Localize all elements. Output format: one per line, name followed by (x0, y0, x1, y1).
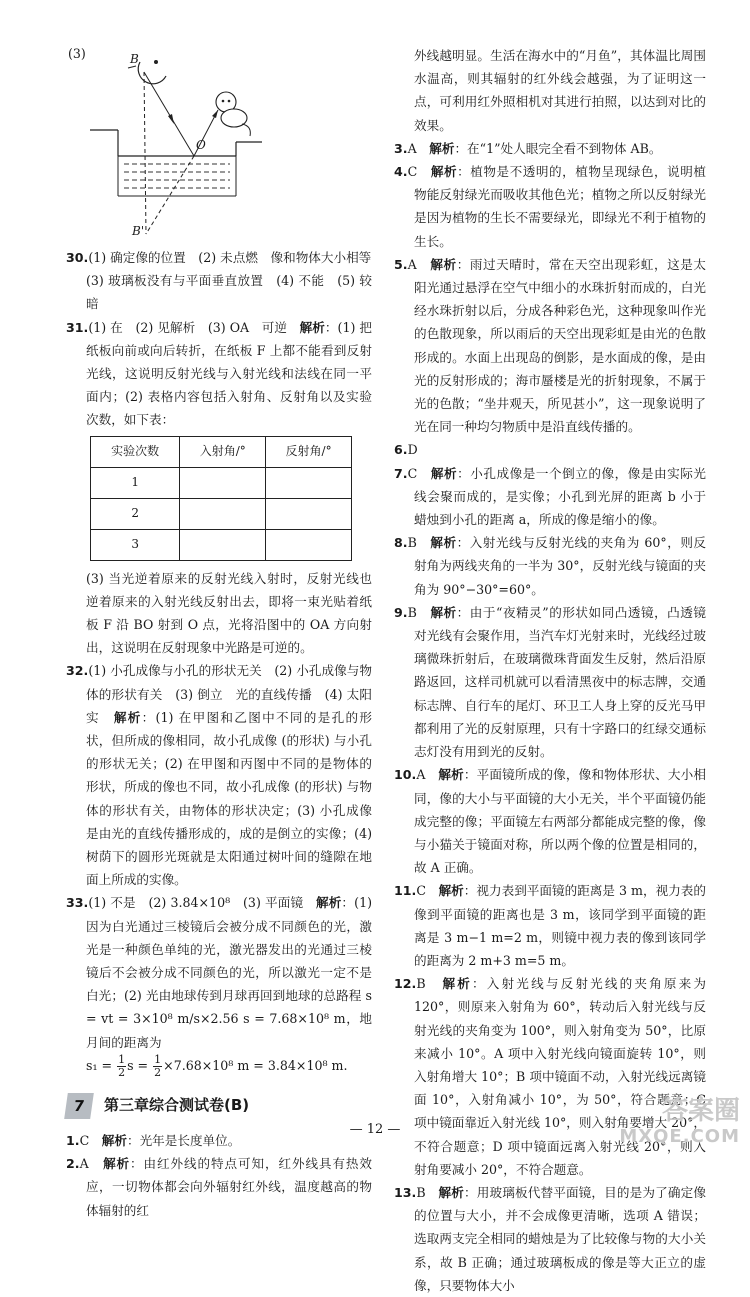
table-header: 反射角/° (266, 436, 352, 467)
page-number: — 12 — (349, 1122, 401, 1137)
answer-12: 12.B 解析：入射光线与反射光线的夹角原来为 120°，则原来入射角为 60°，转动后入射光线与反射光线的夹角变为 100°，则入射角变为 50°，比原来减小 10°。A 项中入射光线向镜面旋转 10°，则入射角增大 10°；B 项中镜面不动，入射光线远离镜面 10°，入射角减小 10°，为 50°，符合题意；C 项中镜面靠近入射光线 10°，则入射角要增大 20°，不符合题意；D 项中镜面远离入射光线 20°，则入射角要减小 20°，不符合题意。 (394, 976, 707, 1177)
fraction-half: $\frac{1}{2}$ (154, 1052, 162, 1079)
answer-5: 5.A 解析：雨过天晴时，常在天空出现彩虹，这是太阳光通过悬浮在空气中细小的水珠折射而成的，白光经水珠折射以后，分成各种彩色光，这种现象叫作光的色散现象，所以雨后的天空出现彩虹是由光的色散形成的。水面上出现岛的倒影，是水面成的像，是由光的反射形成的；海市蜃楼是光的折射现象，不属于光的色散；“坐井观天，所见甚小”，这一现象说明了光在同一种均匀物质中是沿直线传播的。 (394, 256, 707, 435)
answer-2: 2.A 解析：由红外线的特点可知，红外线具有热效应，一切物体都会向外辐射红外线，温度越高的物体辐射的红 (66, 1156, 373, 1218)
table-row (91, 498, 352, 529)
answer-1: 1.C 解析：光年是长度单位。 (66, 1132, 241, 1148)
table-header: 入射角/° (180, 436, 266, 467)
answer-33: 33.(1) 不是 (2) 3.84×10⁸ (3) 平面镜 解析：(1) 因为白光通过三棱镜后会被分成不同颜色的光，激光是一种颜色单纯的光，激光器发出的光通过三棱镜后不会被分成不同颜色的光，所以激光一定不是白光；(2) 光由地球传到月球再回到地球的总路程 s = vt = 3×10⁸ m/s×2.56 s = 7.68×10⁸ m，地月间的距离为 (66, 895, 372, 1050)
answer-30-line2: (3) 玻璃板没有与平面垂直放置 (4) 不能 (5) 较暗 (86, 273, 372, 312)
watermark-logo (580, 1096, 740, 1156)
answer-31: 31.(1) 在 (2) 见解析 (3) OA 可逆 解析：(1) 把纸板向前或向后转折，在纸板 F 上都不能看到反射光线，这说明反射光线与入射光线和法线在同一平面内；(2) 表格内容包括入射角、反射角以及实验次数，如下表： (66, 319, 373, 428)
point-b-prime-label: B' (132, 224, 145, 238)
diagram-label: (3) (68, 46, 86, 61)
answer-30: 30.(1) 确定像的位置 (2) 未点燃 像和物体大小相等 (66, 250, 372, 265)
experiment-table (90, 436, 352, 561)
table-cell: 1 (91, 467, 180, 498)
watermark-url: MXQE.COM (619, 1126, 740, 1147)
section-title: 第三章综合测试卷(B) (104, 1096, 250, 1115)
answer-32: 32.(1) 小孔成像与小孔的形状无关 (2) 小孔成像与物体的形状有关 (3) 倒立 光的直线传播 (4) 太阳实 解析：(1) 在甲图和乙图中不同的是孔的形状，但所成的像相同，故小孔成像 (的形状) 与小孔的形状无关；(2) 在甲图和丙图中不同的是物体的形状，所成的像也不同，故小孔成像 (的形状) 与物体的形状有关，由物体的形状决定；(3) 小孔成像是由光的直线传播形成的，成的是倒立的实像；(4) 树荫下的圆形光斑就是太阳通过树叶间的缝隙在地面上所成的实像。 (66, 663, 373, 888)
point-o-label: O (196, 138, 206, 152)
answer-13: 13.B 解析：用玻璃板代替平面镜，目的是为了确定像的位置与大小，并不会成像更清晰，选项 A 错误；选取两支完全相同的蜡烛是为了比较像与物的大小关系，故 B 正确；通过玻璃板成的像是等大正立的虚像，只要物体大小 (394, 1184, 706, 1293)
answer-3: 3.A 解析：在“1”处人眼完全看不到物体 AB。 (394, 140, 662, 156)
answer-11: 11.C 解析：视力表到平面镜的距离是 3 m，视力表的像到平面镜的距离也是 3 m，该同学到平面镜的距离是 3 m−1 m=2 m，则镜中视力表的像到该同学的距离为 2 m+3 m=5 m。 (394, 883, 707, 968)
table-row (91, 467, 352, 498)
answer-7: 7.C 解析：小孔成像是一个倒立的像，像是由实际光线会聚而成的，是实像；小孔到光屏的距离 b 小于蜡烛到小孔的距离 a，所成的像是缩小的像。 (394, 465, 707, 528)
fraction-half: $\frac{1}{2}$ (118, 1052, 126, 1079)
table-header: 实验次数 (91, 436, 180, 467)
table-row (91, 529, 352, 560)
point-b-label: B (130, 52, 139, 66)
answer-4: 4.C 解析：植物是不透明的，植物呈现绿色，说明植物能反射绿光而吸收其他色光；植物之所以反射绿光是因为植物的生长不需要绿光，即绿光不利于植物的生长。 (394, 164, 707, 249)
answer-8: 8.B 解析：入射光线与反射光线的夹角为 60°，则反射角为两线夹角的一半为 30°，反射光线与镜面的夹角为 90°−30°=60°。 (394, 535, 707, 597)
answer-2-continued: 外线越明显。生活在海水中的“月鱼”，其体温比周围水温高，则其辐射的红外线会越强，为了证明这一点，可利用红外照相机对其进行拍照，以达到对比的效果。 (414, 48, 706, 133)
section-header (66, 1093, 372, 1119)
section-number: 7 (64, 1093, 94, 1119)
left-column (66, 44, 372, 1222)
reflection-diagram (66, 44, 372, 240)
answer-10: 10.A 解析：平面镜所成的像，像和物体形状、大小相同，像的大小与平面镜的大小无关，半个平面镜仍能成完整的像；平面镜左右两部分都能成完整的像，像与小猫关于镜面对称，所以两个像的位置是相同的，故 A 正确。 (394, 767, 707, 876)
answer-31-part3: (3) 当光逆着原来的反射光线入射时，反射光线也逆着原来的入射光线反射出去，即将一束光贴着纸板 F 沿 BO 射到 O 点，光将沿图中的 OA 方向射出，这说明在反射现象中光路是可逆的。 (86, 570, 372, 656)
table-cell: 3 (91, 529, 180, 560)
table-cell: 2 (91, 498, 180, 529)
answer-33-equation: s₁ = $\frac{1}{2}$ s = $\frac{1}{2}$ ×7.68×10⁸ m = 3.84×10⁸ m. (86, 1052, 348, 1079)
watermark-text: 答案圈 (661, 1096, 740, 1126)
answer-9: 9.B 解析：由于“夜精灵”的形状如同凸透镜，凸透镜对光线有会聚作用，当汽车灯光射来时，光线经过玻璃微珠折射后，在玻璃微珠背面发生反射，然后沿原路返回，这样司机就可以看清黑夜中的标志牌，交通标志牌、自行车的尾灯、环卫工人身上穿的反光马甲都利用了光的反射原理，只有十字路口的红绿交通标志灯没有用到光的反射。 (394, 604, 706, 760)
diagram-svg (66, 44, 372, 240)
answer-6: 6.D (394, 442, 418, 458)
table-header-row (91, 436, 352, 467)
